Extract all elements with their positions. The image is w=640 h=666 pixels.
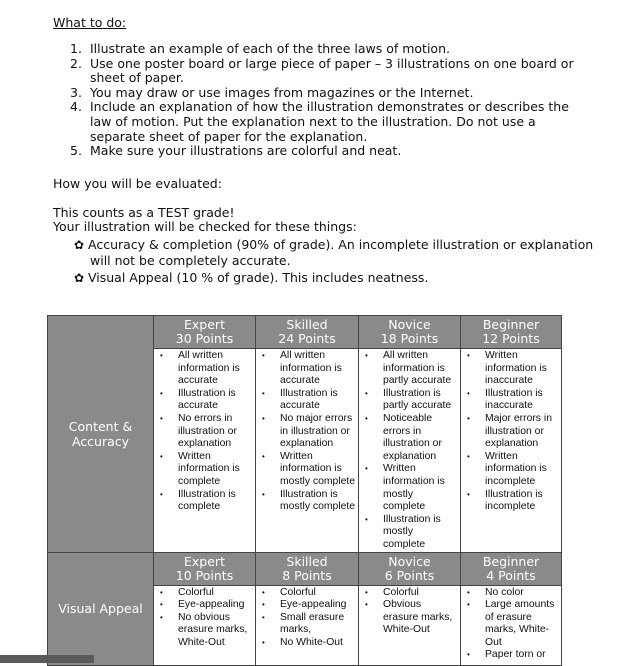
level-header: Beginner 4 Points [461, 552, 562, 585]
criterion-item: • Major errors in illustration or explanation [461, 413, 561, 451]
criterion-item: • Illustration is complete [154, 489, 255, 514]
criterion-item: • Small erasure marks, [256, 612, 358, 637]
level-header: Beginner 12 Points [461, 316, 562, 349]
criterion-item: • Obvious erasure marks, White-Out [359, 599, 460, 637]
rubric-cell [256, 585, 359, 665]
rubric-cell [154, 349, 256, 553]
criteria-bullet-accuracy: ✿ Accuracy & completion (90% of grade). An incomplete illustration or explanation will not be completely accurate. [74, 237, 594, 268]
visual-appeal-label: Visual Appeal [48, 552, 154, 665]
rubric-cell [461, 585, 562, 665]
criterion-item: • Illustration is mostly complete [359, 514, 460, 552]
rubric-cell [461, 349, 562, 553]
level-header: Novice 18 Points [359, 316, 461, 349]
criterion-item: • No major errors in illustration or explanation [256, 413, 358, 451]
criterion-item: • Illustration is mostly complete [256, 489, 358, 514]
rubric-cell [256, 349, 359, 553]
level-header: Novice 6 Points [359, 552, 461, 585]
instruction-item: 1. Illustrate an example of each of the three laws of motion. [70, 41, 450, 56]
criterion-item: • Written information is mostly complete [256, 451, 358, 489]
rubric-cell [359, 585, 461, 665]
checked-for-note: Your illustration will be checked for these things: [53, 219, 357, 234]
criterion-item: • Illustration is incomplete [461, 489, 561, 514]
criterion-item: • Colorful [154, 587, 255, 600]
criterion-item: • No White-Out [256, 637, 358, 650]
level-header: Expert 30 Points [154, 316, 256, 349]
flower-icon: ✿ [74, 238, 85, 252]
criterion-item: • Illustration is inaccurate [461, 388, 561, 413]
level-header: Skilled 8 Points [256, 552, 359, 585]
rubric-cell [154, 585, 256, 665]
criterion-item: • Written information is mostly complete [359, 463, 460, 513]
criterion-item: • All written information is accurate [154, 350, 255, 388]
content-accuracy-label: Content & Accuracy [48, 316, 154, 553]
rubric-cell [359, 349, 461, 553]
criterion-item: • Colorful [256, 587, 358, 600]
criterion-item: • Noticeable errors in illustration or explanation [359, 413, 460, 463]
criterion-item: • Illustration is accurate [256, 388, 358, 413]
rubric-visual-header-row [48, 552, 562, 585]
level-header: Expert 10 Points [154, 552, 256, 585]
criterion-item: • Paper torn or [461, 649, 561, 662]
criterion-item: • All written information is partly accurate [359, 350, 460, 388]
instruction-item: 2. Use one poster board or large piece of paper – 3 illustrations on one board or sheet of paper. [70, 55, 574, 86]
criteria-bullet-visual: ✿ Visual Appeal (10 % of grade). This includes neatness. [74, 270, 429, 285]
criterion-item: • Eye-appealing [256, 599, 358, 612]
instruction-item: 5. Make sure your illustrations are colorful and neat. [70, 143, 402, 159]
rubric-table [47, 315, 562, 666]
criterion-item: • Illustration is partly accurate [359, 388, 460, 413]
criterion-item: • All written information is accurate [256, 350, 358, 388]
what-to-do-heading: What to do: [53, 15, 127, 30]
evaluation-heading: How you will be evaluated: [53, 176, 222, 191]
criterion-item: • No errors in illustration or explanation [154, 413, 255, 451]
viewer-scrollbar[interactable] [0, 655, 94, 663]
criterion-item: • Written information is complete [154, 451, 255, 489]
criterion-item: • Written information is inaccurate [461, 350, 561, 388]
criterion-item: • Large amounts of erasure marks, White-Out [461, 599, 561, 649]
instruction-item: 4. Include an explanation of how the illustration demonstrates or describes the law of motion. Put the explanation next to the illustration. Do not use a separate sheet of paper for the explanation. [70, 99, 569, 144]
rubric-header-row [48, 316, 562, 349]
level-header: Skilled 24 Points [256, 316, 359, 349]
criterion-item: • Eye-appealing [154, 599, 255, 612]
criterion-item: • Colorful [359, 587, 460, 600]
criterion-item: • Illustration is accurate [154, 388, 255, 413]
instruction-list [53, 42, 593, 159]
criterion-item: • No obvious erasure marks, White-Out [154, 612, 255, 650]
flower-icon: ✿ [74, 271, 85, 285]
criterion-item: • No color [461, 587, 561, 600]
test-grade-note: This counts as a TEST grade! [53, 205, 235, 220]
criterion-item: • Written information is incomplete [461, 451, 561, 489]
instruction-item: 3. You may draw or use images from magazines or the Internet. [70, 84, 474, 100]
